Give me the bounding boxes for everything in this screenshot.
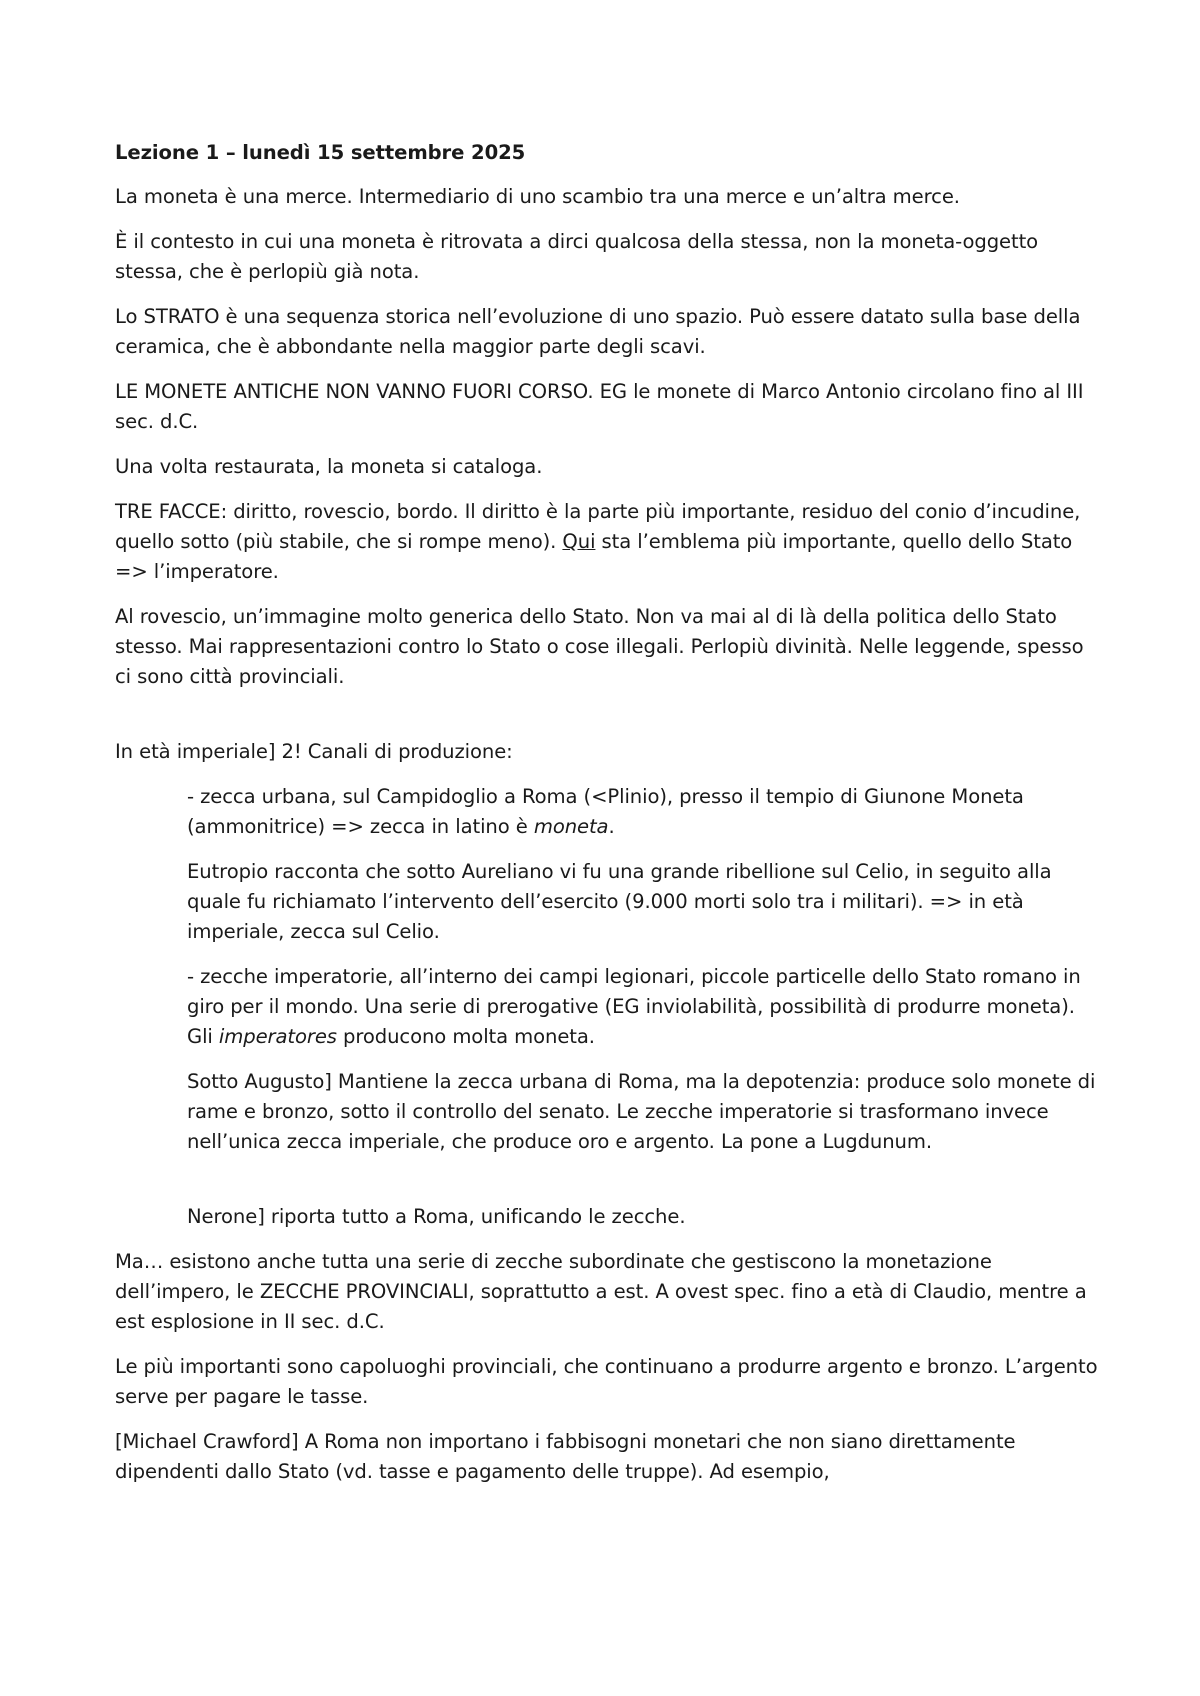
italic-word: moneta [533,815,609,838]
paragraph-monete-antiche: LE MONETE ANTICHE NON VANNO FUORI CORSO. EG le monete di Marco Antonio circolano fino al III sec. d.C. [115,380,1084,433]
text-segment: - zecche imperatorie, all’interno dei campi legionari, piccole particelle dello Stato romano in giro per il mondo. Una serie di prerogative (EG inviolabilità, possibilità di produrre moneta). Gli [187,965,1081,1048]
paragraph-rovescio: Al rovescio, un’immagine molto generica dello Stato. Non va mai al di là della politica dello Stato stesso. Mai rappresentazioni contro lo Stato o cose illegali. Perlopiù divinità. Nelle leggende, spesso ci sono città provinciali. [115,605,1084,688]
paragraph-capoluoghi: Le più importanti sono capoluoghi provinciali, che continuano a produrre argento e bronzo. L’argento serve per pagare le tasse. [115,1355,1098,1408]
lesson-title: Lezione 1 – lunedì 15 settembre 2025 [115,141,526,164]
indented-eutropio: Eutropio racconta che sotto Aureliano vi fu una grande ribellione sul Celio, in seguito alla quale fu richiamato l’intervento dell’esercito (9.000 morti solo tra i militari). => in età imperiale, zecca sul Celio. [187,860,1052,943]
text-segment: TRE FACCE: diritto, rovescio, bordo. Il diritto è la parte più importante, residuo del conio d’incudine, quello sotto (più stabile, che si rompe meno). [115,500,1081,553]
text-segment: sta l’emblema più importante, quello dello Stato => l’imperatore. [115,530,1073,583]
text-segment: - zecca urbana, sul Campidoglio a Roma (<Plinio), presso il tempio di Giunone Moneta (ammonitrice) => zecca in latino è [187,785,1024,838]
paragraph-contesto: È il contesto in cui una moneta è ritrovata a dirci qualcosa della stessa, non la moneta-oggetto stessa, che è perlopiù già nota. [115,230,1039,283]
paragraph-tre-facce [115,497,1100,587]
paragraph-moneta-merce: La moneta è una merce. Intermediario di uno scambio tra una merce e un’altra merce. [115,185,960,208]
indented-augusto: Sotto Augusto] Mantiene la zecca urbana di Roma, ma la depotenzia: produce solo monete di rame e bronzo, sotto il controllo del senato. Le zecche imperatorie si trasformano invece nell’unica zecca imperiale, che produce oro e argento. La pone a Lugdunum. [187,1070,1096,1153]
text-segment: . [608,815,615,838]
indented-nerone: Nerone] riporta tutto a Roma, unificando le zecche. [187,1205,686,1228]
italic-word: imperatores [218,1025,337,1048]
paragraph-strato: Lo STRATO è una sequenza storica nell’evoluzione di uno spazio. Può essere datato sulla base della ceramica, che è abbondante nella maggior parte degli scavi. [115,305,1081,358]
text-segment: producono molta moneta. [336,1025,595,1048]
paragraph-crawford: [Michael Crawford] A Roma non importano i fabbisogni monetari che non siano direttamente dipendenti dallo Stato (vd. tasse e pagamento delle truppe). Ad esempio, [115,1430,1016,1483]
paragraph-catalogazione: Una volta restaurata, la moneta si cataloga. [115,455,543,478]
paragraph-canali-produzione: In età imperiale] 2! Canali di produzione: [115,740,513,763]
paragraph-zecche-provinciali: Ma… esistono anche tutta una serie di zecche subordinate che gestiscono la monetazione dell’impero, le ZECCHE PROVINCIALI, soprattutto a est. A ovest spec. fino a età di Claudio, mentre a est esplosione in II sec. d.C. [115,1250,1087,1333]
underlined-word: Qui [562,530,596,553]
indented-zecche-imperatorie [115,962,1100,1052]
document-page [115,138,1100,1502]
indented-zecca-urbana [115,782,1100,842]
